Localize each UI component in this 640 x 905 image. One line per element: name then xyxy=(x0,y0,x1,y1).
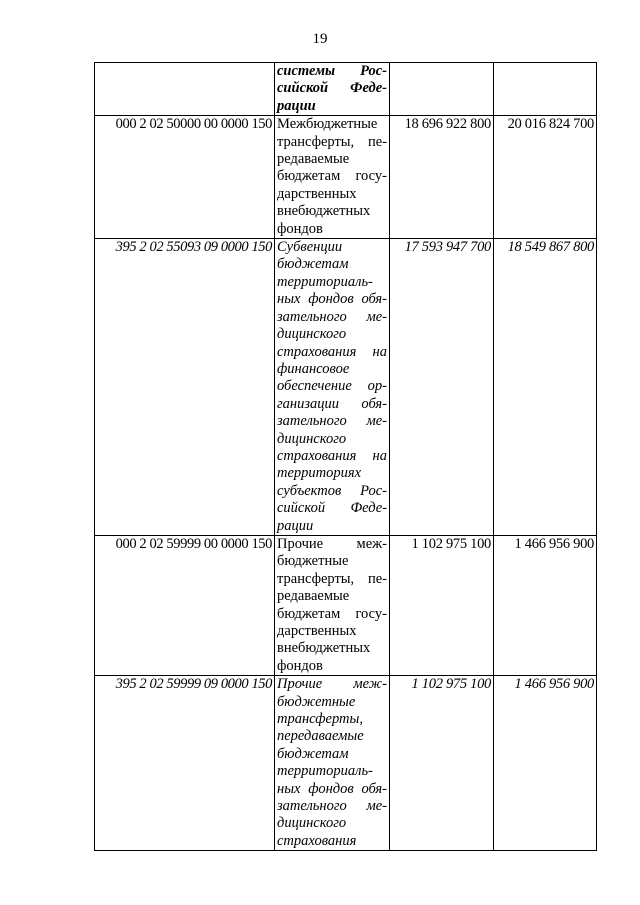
revenue-name-line: рации xyxy=(277,517,314,534)
budget-code-cell: 000 2 02 50000 00 0000 150 xyxy=(95,116,275,239)
budget-code-cell: 000 2 02 59999 00 0000 150 xyxy=(95,535,275,675)
revenue-name-line: передаваемые xyxy=(277,728,364,745)
table-row xyxy=(95,239,597,536)
revenue-name-line: трансферты, xyxy=(277,711,363,728)
revenue-name-line: обеспечение ор- xyxy=(277,378,387,395)
revenue-name-line: редаваемые xyxy=(277,588,350,605)
amount-year-1-cell: 1 102 975 100 xyxy=(390,535,494,675)
revenue-name-line: бюджетам xyxy=(277,256,349,273)
revenue-name-line: бюджетам xyxy=(277,745,349,762)
revenue-name-line: системы Рос- xyxy=(277,63,387,79)
revenue-name-line: бюджетные xyxy=(277,553,349,570)
revenue-name-line: территориаль- xyxy=(277,273,373,290)
table-row xyxy=(95,535,597,675)
amount-year-1-cell: 17 593 947 700 xyxy=(390,239,494,536)
revenue-name-line: Субвенции xyxy=(277,239,343,256)
budget-code-cell: 395 2 02 55093 09 0000 150 xyxy=(95,239,275,536)
revenue-name-line: бюджетам госу- xyxy=(277,168,387,185)
revenue-name-line: субъектов Рос- xyxy=(277,482,387,499)
budget-code-cell: 395 2 02 59999 09 0000 150 xyxy=(95,676,275,851)
revenue-name-line: дицинского xyxy=(277,815,347,832)
revenue-name-line: дарственных xyxy=(277,623,357,639)
revenue-name-line: Межбюджетные xyxy=(277,116,378,133)
revenue-name-line: страхования на xyxy=(277,343,387,360)
revenue-name-line: зательного ме- xyxy=(277,798,387,815)
amount-year-1-cell: 1 102 975 100 xyxy=(390,676,494,851)
revenue-name-line: редаваемые xyxy=(277,151,350,168)
revenue-name-line: фондов xyxy=(277,657,323,674)
revenue-name-line: внебюджетных xyxy=(277,640,371,657)
budget-table xyxy=(94,62,597,851)
revenue-name-line: страхования xyxy=(277,832,357,849)
revenue-name-line: фондов xyxy=(277,220,323,237)
revenue-name-cell xyxy=(275,239,390,536)
amount-year-2-cell: 1 466 956 900 xyxy=(494,535,597,675)
revenue-name-cell xyxy=(275,676,390,851)
amount-year-2-cell: 20 016 824 700 xyxy=(494,116,597,239)
revenue-name-cell xyxy=(275,116,390,239)
amount-year-1-cell xyxy=(390,63,494,116)
revenue-name-line: Прочие меж- xyxy=(277,535,387,552)
amount-year-2-cell: 1 466 956 900 xyxy=(494,676,597,851)
revenue-name-line: внебюджетных xyxy=(277,203,371,220)
revenue-name-line: территориях xyxy=(277,465,362,482)
revenue-name-line: трансферты, пе- xyxy=(277,133,387,150)
revenue-name-cell xyxy=(275,535,390,675)
revenue-name-line: рации xyxy=(277,97,316,114)
revenue-name-line: сийской Феде- xyxy=(277,80,387,97)
revenue-name-line: ных фондов обя- xyxy=(277,291,387,308)
revenue-name-line: страхования на xyxy=(277,447,387,464)
revenue-name-line: дарственных xyxy=(277,185,357,202)
revenue-name-line: дицинского xyxy=(277,430,347,447)
table-body xyxy=(95,63,597,851)
revenue-name-line: дицинского xyxy=(277,326,347,343)
revenue-name-line: ганизации обя- xyxy=(277,395,387,412)
revenue-name-line: финансовое xyxy=(277,360,350,377)
revenue-name-line: территориаль- xyxy=(277,763,373,780)
page-number: 19 xyxy=(312,31,328,47)
revenue-name-line: зательного ме- xyxy=(277,308,387,325)
amount-year-2-cell: 18 549 867 800 xyxy=(494,239,597,536)
revenue-name-line: трансферты, пе- xyxy=(277,570,387,587)
table-row xyxy=(95,63,597,116)
table-row xyxy=(95,116,597,239)
revenue-name-line: бюджетам госу- xyxy=(277,605,387,622)
table-row xyxy=(95,676,597,851)
amount-year-2-cell xyxy=(494,63,597,116)
amount-year-1-cell: 18 696 922 800 xyxy=(390,116,494,239)
revenue-name-line: ных фондов обя- xyxy=(277,780,387,797)
revenue-name-cell xyxy=(275,63,390,116)
revenue-name-line: зательного ме- xyxy=(277,413,387,430)
revenue-name-line: бюджетные xyxy=(277,693,356,710)
revenue-name-line: сийской Феде- xyxy=(277,500,387,517)
revenue-name-line: Прочие меж- xyxy=(277,676,387,693)
budget-code-cell xyxy=(95,63,275,116)
